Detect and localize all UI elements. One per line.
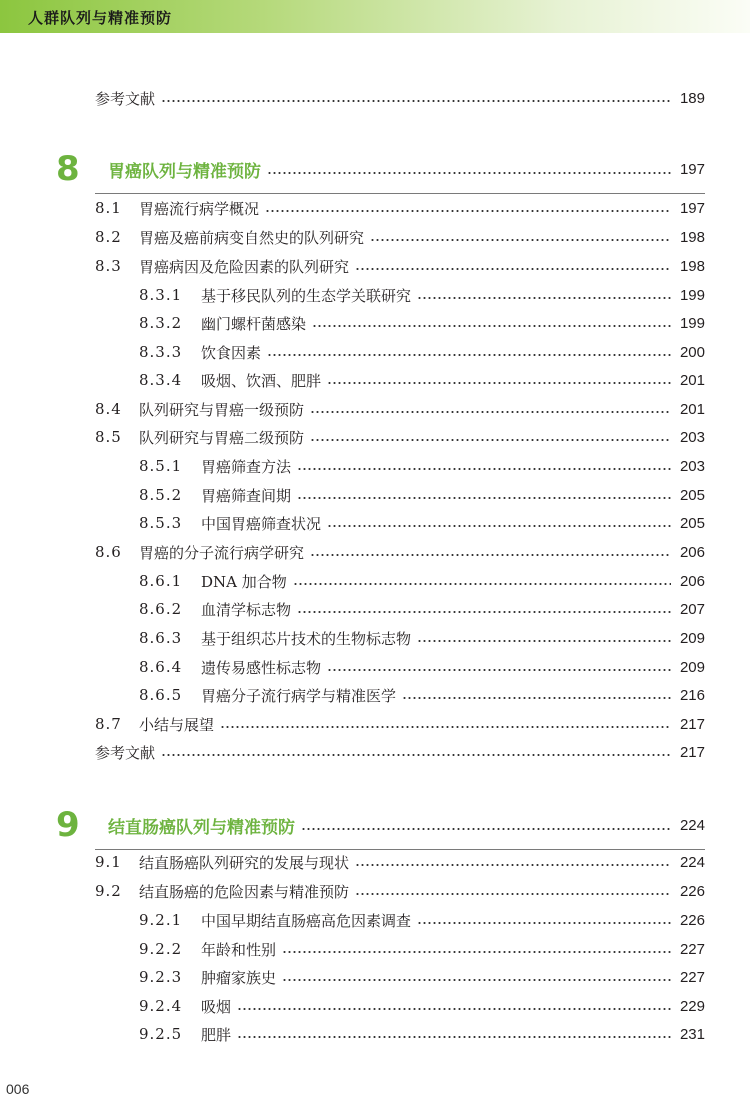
section-title: 队列研究与胃癌二级预防	[139, 428, 305, 447]
toc-entry	[95, 196, 705, 220]
dot-leader	[355, 893, 671, 895]
section-title: 胃癌流行病学概况	[139, 199, 260, 218]
dot-leader	[282, 979, 671, 981]
dot-leader	[297, 611, 671, 613]
section-title: 血清学标志物	[201, 600, 292, 619]
section-number: 8.3.3	[139, 343, 183, 361]
page-ref: 217	[679, 715, 705, 733]
section-number: 9.2.4	[139, 997, 183, 1015]
section-number: 9.2.5	[139, 1025, 183, 1043]
section-title: 结直肠癌的危险因素与精准预防	[139, 882, 350, 901]
section-number: 9.2.1	[139, 911, 183, 929]
chapter-rule	[95, 193, 705, 194]
section-number: 8.6.3	[139, 629, 183, 647]
toc-subentry	[139, 454, 705, 478]
page-ref: 197	[679, 160, 705, 178]
dot-leader	[161, 100, 671, 102]
dot-leader	[355, 864, 671, 866]
toc-subentry	[139, 311, 705, 335]
page-ref: 205	[679, 514, 705, 532]
dot-leader	[417, 640, 671, 642]
toc-entry	[95, 712, 705, 736]
dot-leader	[355, 268, 671, 270]
page-ref: 199	[679, 314, 705, 332]
section-number: 8.3.2	[139, 314, 183, 332]
page-ref: 224	[679, 853, 705, 871]
page-ref: 201	[679, 371, 705, 389]
dot-leader	[237, 1036, 671, 1038]
chapter-title: 胃癌队列与精准预防	[108, 161, 261, 182]
page-ref: 205	[679, 486, 705, 504]
section-title: 饮食因素	[201, 343, 262, 362]
page-ref: 216	[679, 686, 705, 704]
dot-leader	[310, 439, 671, 441]
section-title: 参考文献	[95, 89, 156, 108]
dot-leader	[417, 297, 671, 299]
dot-leader	[417, 922, 671, 924]
dot-leader	[267, 172, 671, 174]
toc-subentry	[139, 483, 705, 507]
dot-leader	[312, 325, 671, 327]
page-ref: 200	[679, 343, 705, 361]
toc-subentry	[139, 597, 705, 621]
section-number: 9.2.2	[139, 940, 183, 958]
page-ref: 226	[679, 882, 705, 900]
page-ref: 224	[679, 816, 705, 834]
section-number: 8.5.1	[139, 457, 183, 475]
dot-leader	[161, 754, 671, 756]
section-number: 8.5	[95, 428, 122, 446]
section-title: 吸烟	[201, 997, 232, 1016]
dot-leader	[370, 239, 671, 241]
dot-leader	[297, 497, 671, 499]
page-ref: 231	[679, 1025, 705, 1043]
toc-entry	[95, 397, 705, 421]
toc-entry	[95, 540, 705, 564]
page-ref: 209	[679, 629, 705, 647]
section-number: 8.1	[95, 199, 122, 217]
section-title: 队列研究与胃癌一级预防	[139, 400, 305, 419]
toc-entry	[95, 740, 705, 764]
section-number: 8.2	[95, 228, 122, 246]
page-ref: 227	[679, 940, 705, 958]
page-ref: 206	[679, 572, 705, 590]
running-header-title: 人群队列与精准预防	[28, 9, 173, 27]
page-ref: 206	[679, 543, 705, 561]
section-title: 胃癌筛查间期	[201, 486, 292, 505]
section-number: 8.3.1	[139, 286, 183, 304]
section-title: 年龄和性别	[201, 940, 277, 959]
dot-leader	[220, 726, 671, 728]
page-ref: 198	[679, 257, 705, 275]
toc-entry	[95, 850, 705, 874]
page-ref: 227	[679, 968, 705, 986]
page-ref: 217	[679, 743, 705, 761]
dot-leader	[267, 354, 671, 356]
section-number: 8.3	[95, 257, 122, 275]
section-title: 遗传易感性标志物	[201, 658, 322, 677]
section-number: 8.6.5	[139, 686, 183, 704]
section-title: 胃癌分子流行病学与精准医学	[201, 686, 397, 705]
dot-leader	[327, 382, 671, 384]
page-ref: 209	[679, 658, 705, 676]
page-ref: 189	[679, 89, 705, 107]
section-number: 8.6.1	[139, 572, 183, 590]
section-title: 基于移民队列的生态学关联研究	[201, 286, 412, 305]
chapter-heading	[56, 805, 705, 845]
section-title: 基于组织芯片技术的生物标志物	[201, 629, 412, 648]
section-title: 吸烟、饮酒、肥胖	[201, 371, 322, 390]
section-number: 8.5.2	[139, 486, 183, 504]
section-number: 8.6.4	[139, 658, 183, 676]
section-title: 肥胖	[201, 1025, 232, 1044]
toc-entry	[95, 254, 705, 278]
toc-subentry	[139, 368, 705, 392]
dot-leader	[327, 669, 671, 671]
dot-leader	[301, 828, 671, 830]
page-ref: 226	[679, 911, 705, 929]
toc-subentry	[139, 569, 705, 593]
dot-leader	[297, 468, 671, 470]
section-title: 胃癌及癌前病变自然史的队列研究	[139, 228, 365, 247]
toc-subentry	[139, 283, 705, 307]
toc-entry	[95, 225, 705, 249]
dot-leader	[237, 1008, 671, 1010]
section-number: 9.2	[95, 882, 122, 900]
chapter-number: 9	[56, 805, 80, 845]
toc-subentry	[139, 994, 705, 1018]
section-title: 中国胃癌筛查状况	[201, 514, 322, 533]
toc-entry	[95, 879, 705, 903]
page-ref: 197	[679, 199, 705, 217]
section-number: 9.1	[95, 853, 122, 871]
toc-entry	[95, 86, 705, 110]
section-title: 肿瘤家族史	[201, 968, 277, 987]
chapter-heading	[56, 149, 705, 189]
dot-leader	[310, 411, 671, 413]
section-number: 8.7	[95, 715, 122, 733]
page-ref: 201	[679, 400, 705, 418]
page-ref: 203	[679, 457, 705, 475]
page-ref: 203	[679, 428, 705, 446]
page-ref: 199	[679, 286, 705, 304]
toc-subentry	[139, 340, 705, 364]
dot-leader	[327, 525, 671, 527]
section-number: 8.3.4	[139, 371, 183, 389]
section-title: 参考文献	[95, 743, 156, 762]
section-title: 小结与展望	[139, 715, 215, 734]
page-ref: 229	[679, 997, 705, 1015]
toc-subentry	[139, 655, 705, 679]
page-ref: 198	[679, 228, 705, 246]
toc-subentry	[139, 683, 705, 707]
section-title: DNA 加合物	[201, 572, 287, 591]
page-number: 006	[6, 1081, 30, 1097]
section-number: 8.6.2	[139, 600, 183, 618]
chapter-title: 结直肠癌队列与精准预防	[108, 817, 295, 838]
toc-subentry	[139, 626, 705, 650]
dot-leader	[265, 210, 671, 212]
section-title: 胃癌筛查方法	[201, 457, 292, 476]
section-number: 8.6	[95, 543, 122, 561]
section-title: 幽门螺杆菌感染	[201, 314, 307, 333]
dot-leader	[402, 697, 671, 699]
section-title: 胃癌病因及危险因素的队列研究	[139, 257, 350, 276]
dot-leader	[282, 951, 671, 953]
toc-subentry	[139, 937, 705, 961]
toc-entry	[95, 425, 705, 449]
dot-leader	[293, 583, 671, 585]
page-ref: 207	[679, 600, 705, 618]
dot-leader	[310, 554, 671, 556]
section-title: 结直肠癌队列研究的发展与现状	[139, 853, 350, 872]
section-title: 中国早期结直肠癌高危因素调查	[201, 911, 412, 930]
section-title: 胃癌的分子流行病学研究	[139, 543, 305, 562]
section-number: 8.4	[95, 400, 122, 418]
toc-subentry	[139, 1022, 705, 1046]
section-number: 9.2.3	[139, 968, 183, 986]
toc-subentry	[139, 965, 705, 989]
toc-subentry	[139, 511, 705, 535]
toc-subentry	[139, 908, 705, 932]
chapter-number: 8	[56, 149, 80, 189]
section-number: 8.5.3	[139, 514, 183, 532]
